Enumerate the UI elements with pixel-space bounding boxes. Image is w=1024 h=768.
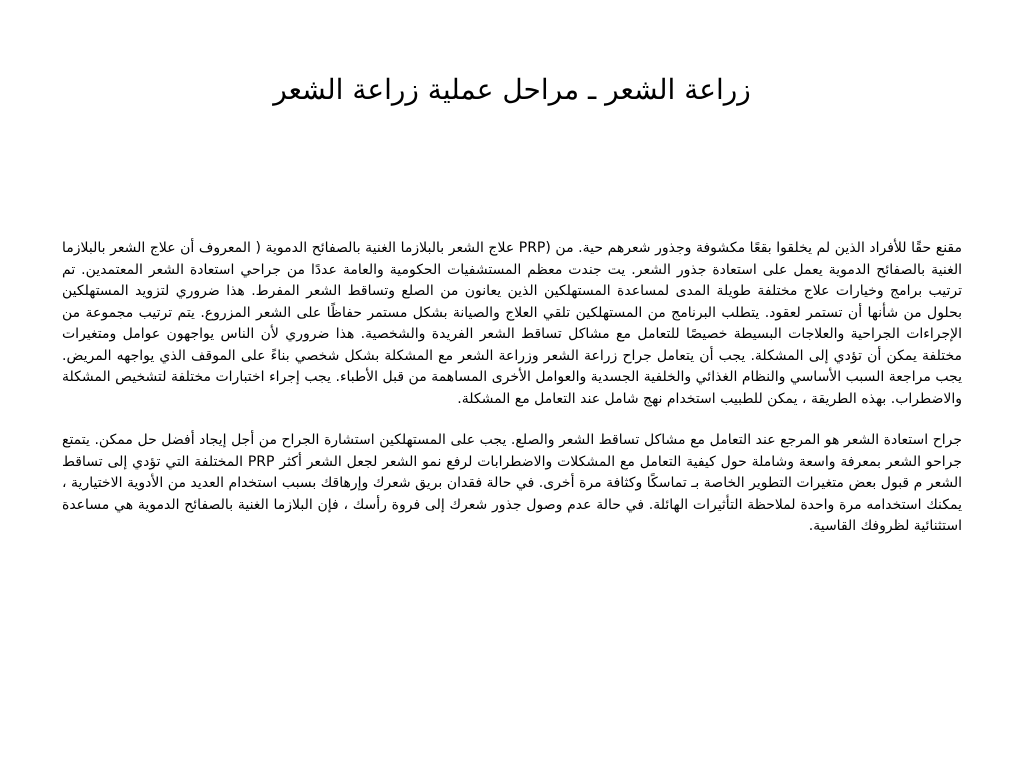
body-paragraph-1: مقنع حقًا للأفراد الذين لم يخلقوا بقعًا مكشوفة وجذور شعرهم حية. من (PRP علاج الشعر بالبلازما الغنية بالصفائح الدموية ( المعروف أن علاج الشعر بالبلازما الغنية بالصفائح الدموية يعمل على استعادة جذور الشعر. يت جندت معظم المستشفيات الحكومية والعامة عددًا من جراحي استعادة الشعر المعتمدين. تم ترتيب برامج وخيارات علاج مختلفة طويلة المدى لمساعدة المستهلكين الذين يعانون من الصلع وتساقط الشعر المفرط. هذا ضروري لتزويد المستهلكين بحلول من شأنها أن تستمر لعقود. يتطلب البرنامج من المستهلكين تلقي العلاج والصيانة بشكل مستمر حفاظًا على الشعر المزروع. يتم ترتيب مجموعة من الإجراءات الجراحية والعلاجات البسيطة خصيصًا للتعامل مع مشاكل تساقط الشعر الفريدة والشخصية. هذا ضروري لأن الناس يواجهون عوامل ومتغيرات مختلفة يمكن أن تؤدي إلى المشكلة. يجب أن يتعامل جراح زراعة الشعر وزراعة الشعر مع المشكلة بشكل شخصي بناءً على الموقف الذي يواجهه المريض. يجب مراجعة السبب الأساسي والنظام الغذائي والخلفية الجسدية والعوامل الأخرى المساهمة من قبل الأطباء. يجب إجراء اختبارات مختلفة لتشخيص المشكلة والاضطراب. بهذه الطريقة ، يمكن للطبيب استخدام نهج شامل عند التعامل مع المشكلة. — [62, 240, 962, 407]
body-paragraph-2: جراح استعادة الشعر هو المرجع عند التعامل مع مشاكل تساقط الشعر والصلع. يجب على المستهلكين استشارة الجراح من أجل إيجاد أفضل حل ممكن. يتمتع جراحو الشعر بمعرفة واسعة وشاملة حول كيفية التعامل مع المشكلات والاضطرابات لرفع نمو الشعر لجعل الشعر أكثر PRP المختلفة التي تؤدي إلى تساقط الشعر م قبول بعض متغيرات التطوير الخاصة بـ تماسكًا وكثافة مرة أخرى. في حالة فقدان بريق شعرك وإرهاقك بسبب استخدام العديد من الأدوية الاختيارية ، يمكنك استخدامه مرة واحدة لملاحظة التأثيرات الهائلة. في حالة عدم وصول جذور شعرك إلى فروة رأسك ، فإن البلازما الغنية بالصفائح الدموية هي مساعدة استثنائية لظروفك القاسية. — [62, 432, 962, 534]
slide-body — [62, 238, 962, 558]
slide-title: زراعة الشعر ـ مراحل عملية زراعة الشعر — [273, 73, 751, 106]
